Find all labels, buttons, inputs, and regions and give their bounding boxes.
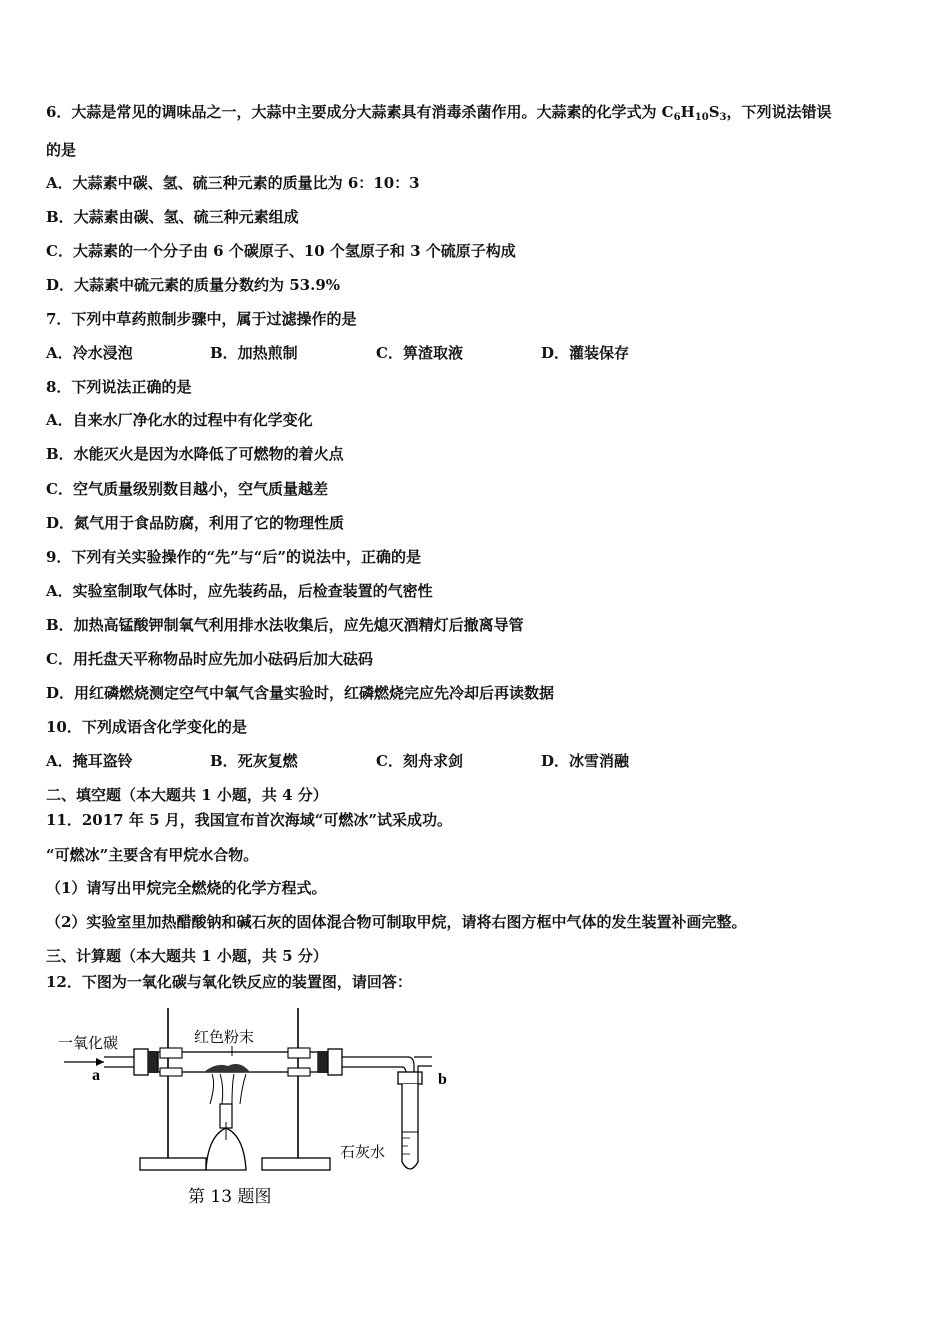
section2-heading: 二、填空题（本大题共 1 小题，共 4 分） — [46, 786, 328, 804]
q8-option-d: D．氮气用于食品防腐，利用了它的物理性质 — [46, 514, 345, 532]
q7-option-a: A．冷水浸泡 — [46, 344, 133, 362]
q11-line2: “可燃冰”主要含有甲烷水合物。 — [46, 846, 259, 864]
left-stopper — [134, 1049, 148, 1075]
test-tube — [402, 1084, 418, 1169]
co-iron-oxide-apparatus-figure — [52, 1000, 472, 1210]
q8-option-b: B．水能灭火是因为水降低了可燃物的着火点 — [46, 445, 344, 463]
figure-label-b: b — [438, 1071, 447, 1088]
left-clamp — [160, 1048, 182, 1058]
right-stopper — [328, 1049, 342, 1075]
figure-label-a: a — [92, 1067, 100, 1084]
q11-part1: （1）请写出甲烷完全燃烧的化学方程式。 — [46, 879, 327, 897]
q7-option-d: D．灌装保存 — [541, 344, 630, 362]
flame — [210, 1074, 246, 1104]
q11-part2: （2）实验室里加热醋酸钠和碱石灰的固体混合物可制取甲烷，请将右图方框中气体的发生装置补画完整。 — [46, 913, 747, 931]
q9-option-b: B．加热高锰酸钾制氧气利用排水法收集后，应先熄灭酒精灯后撤离导管 — [46, 616, 524, 634]
q7-option-c: C．箅渣取液 — [376, 344, 463, 362]
q8-option-a: A．自来水厂净化水的过程中有化学变化 — [46, 411, 313, 429]
q6-stem-line1: 6．大蒜是常见的调味品之一，大蒜中主要成分大蒜素具有消毒杀菌作用。大蒜素的化学式为 $C_6H_{10}S_3$，下列说法错误 — [46, 103, 832, 123]
q10-option-b: B．死灰复燃 — [210, 752, 298, 770]
q6-option-a: A．大蒜素中碳、氢、硫三种元素的质量比为 6：10：3 — [46, 174, 420, 192]
right-stand-base — [262, 1158, 330, 1170]
q8-option-c: C．空气质量级别数目越小，空气质量越差 — [46, 480, 328, 498]
co-arrow-head — [96, 1058, 104, 1066]
q7-stem: 7．下列中草药煎制步骤中，属于过滤操作的是 — [46, 310, 357, 328]
figure-label-co: 一氧化碳 — [58, 1034, 119, 1052]
figure-caption: 第 13 题图 — [188, 1187, 272, 1207]
left-stand-base — [140, 1158, 206, 1170]
q9-option-c: C．用托盘天平称物品时应先加小砝码后加大砝码 — [46, 650, 373, 668]
q9-stem: 9．下列有关实验操作的“先”与“后”的说法中，正确的是 — [46, 548, 421, 566]
figure-label-limewater: 石灰水 — [340, 1143, 386, 1161]
q10-option-c: C．刻舟求剑 — [376, 752, 463, 770]
q10-stem: 10．下列成语含化学变化的是 — [46, 718, 247, 736]
q10-option-d: D．冰雪消融 — [541, 752, 630, 770]
q9-option-a: A．实验室制取气体时，应先装药品，后检查装置的气密性 — [46, 582, 433, 600]
q9-option-d: D．用红磷燃烧测定空气中氧气含量实验时，红磷燃烧完应先冷却后再读数据 — [46, 684, 555, 702]
q6-option-b: B．大蒜素由碳、氢、硫三种元素组成 — [46, 208, 299, 226]
q8-stem: 8．下列说法正确的是 — [46, 378, 192, 396]
q10-option-a: A．掩耳盗铃 — [46, 752, 133, 770]
q6-option-c: C．大蒜素的一个分子由 6 个碳原子、10 个氢原子和 3 个硫原子构成 — [46, 242, 516, 260]
right-clamp — [288, 1048, 310, 1058]
q6-option-d: D．大蒜素中硫元素的质量分数约为 53.9% — [46, 276, 341, 294]
q12-stem: 12．下图为一氧化碳与氧化铁反应的装置图，请回答： — [46, 973, 412, 991]
figure-label-powder: 红色粉末 — [194, 1028, 255, 1046]
q6-stem-line2: 的是 — [46, 141, 77, 159]
q11-stem: 11．2017 年 5 月，我国宣布首次海域“可燃冰”试采成功。 — [46, 811, 452, 829]
q7-option-b: B．加热煎制 — [210, 344, 298, 362]
section3-heading: 三、计算题（本大题共 1 小题，共 5 分） — [46, 947, 328, 965]
